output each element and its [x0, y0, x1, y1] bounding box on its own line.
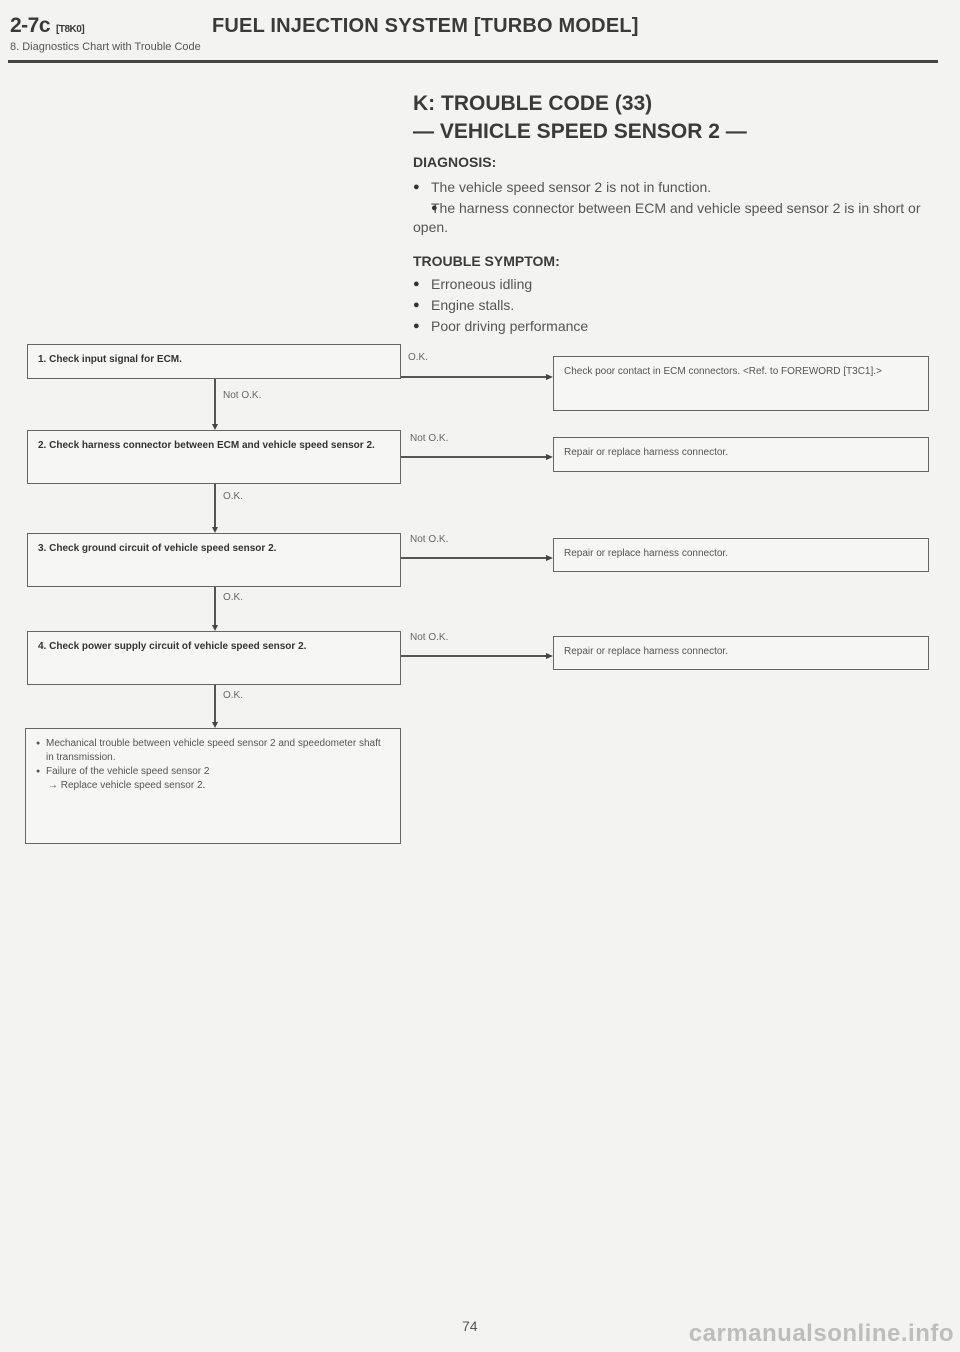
symptom-item: ● Erroneous idling	[413, 275, 933, 294]
step-1-box: 1. Check input signal for ECM.	[27, 344, 401, 379]
symptom-label: TROUBLE SYMPTOM:	[413, 253, 560, 269]
symptom-item: ● Engine stalls.	[413, 296, 933, 315]
final-box	[25, 728, 401, 844]
page-title: FUEL INJECTION SYSTEM [TURBO MODEL]	[212, 15, 639, 37]
section-code-tag: [T8K0]	[56, 24, 85, 35]
section-code	[10, 14, 84, 38]
final-item: ● Mechanical trouble between vehicle speed sensor 2 and speedometer shaft in transmission.	[36, 737, 390, 765]
symptom-list	[413, 275, 933, 336]
side-label: Not O.K.	[410, 534, 449, 545]
side-label: Not O.K.	[410, 433, 449, 444]
connector-line	[214, 484, 216, 527]
down-label: O.K.	[223, 592, 244, 603]
side-label: O.K.	[408, 352, 429, 363]
header-rule	[8, 60, 938, 63]
connector-line	[401, 456, 546, 458]
connector-line	[401, 655, 546, 657]
section-code-number: 2-7c	[10, 14, 51, 37]
arrow-down-icon	[212, 424, 218, 430]
down-label: Not O.K.	[223, 390, 262, 401]
final-item: ● Failure of the vehicle speed sensor 2	[36, 765, 390, 779]
arrow-down-icon	[212, 625, 218, 631]
arrow-down-icon	[212, 722, 218, 728]
final-action: → Replace vehicle speed sensor 2.	[48, 780, 206, 791]
symptom-item: ● Poor driving performance	[413, 317, 933, 336]
section-title: K: TROUBLE CODE (33)	[413, 92, 653, 115]
section-subtitle: — VEHICLE SPEED SENSOR 2 —	[413, 120, 747, 143]
result-3-box: Repair or replace harness connector.	[553, 538, 929, 572]
result-4-box: Repair or replace harness connector.	[553, 636, 929, 670]
diagnosis-label: DIAGNOSIS:	[413, 154, 497, 170]
diagnosis-list	[413, 178, 938, 237]
connector-line	[401, 557, 546, 559]
step-4-box: 4. Check power supply circuit of vehicle speed sensor 2.	[27, 631, 401, 685]
page-number: 74	[462, 1318, 478, 1334]
connector-line	[214, 587, 216, 625]
arrow-down-icon	[212, 527, 218, 533]
arrow-right-icon	[546, 653, 553, 659]
connector-line	[214, 379, 216, 424]
result-1-box: Check poor contact in ECM connectors. <Ref. to FOREWORD [T3C1].>	[553, 356, 929, 411]
connector-line	[214, 685, 216, 722]
watermark: carmanualsonline.info	[688, 1320, 954, 1347]
arrow-right-icon	[546, 454, 553, 460]
page-subtitle: 8. Diagnostics Chart with Trouble Code	[10, 41, 201, 53]
side-label: Not O.K.	[410, 632, 449, 643]
down-label: O.K.	[223, 491, 244, 502]
step-2-box: 2. Check harness connector between ECM and vehicle speed sensor 2.	[27, 430, 401, 484]
result-2-box: Repair or replace harness connector.	[553, 437, 929, 472]
down-label: O.K.	[223, 690, 244, 701]
arrow-right-icon	[546, 555, 553, 561]
arrow-right-icon	[546, 374, 553, 380]
diagnosis-item: ● The vehicle speed sensor 2 is not in function.	[413, 178, 938, 197]
connector-line	[401, 376, 546, 378]
step-3-box: 3. Check ground circuit of vehicle speed sensor 2.	[27, 533, 401, 587]
diagnosis-item: ● The harness connector between ECM and vehicle speed sensor 2 is in short or open.	[413, 199, 938, 237]
